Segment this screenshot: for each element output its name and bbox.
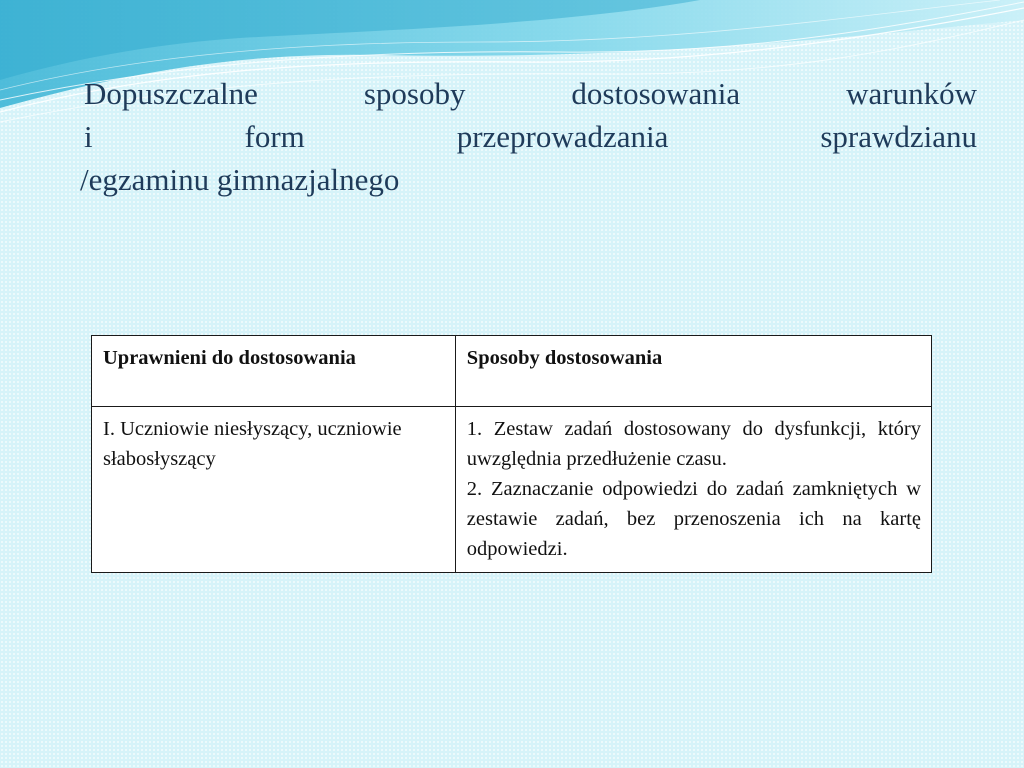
method-item-1: 1. Zestaw zadań dostosowany do dysfunkcji, który uwzględnia przedłużenie czasu. (466, 418, 921, 470)
method-item-2: 2. Zaznaczanie odpowiedzi do zadań zamkniętych w zestawie zadań, bez przenoszenia ich na kartę odpowiedzi. (466, 478, 921, 560)
header-methods: Sposoby dostosowania (455, 336, 931, 407)
title-line-2: i form przeprowadzania sprawdzianu (84, 119, 977, 154)
table-row (92, 407, 932, 573)
cell-entitled: I. Uczniowie niesłyszący, uczniowie słabosłyszący (92, 407, 456, 573)
header-entitled: Uprawnieni do dostosowania (92, 336, 456, 407)
title-line-1: Dopuszczalne sposoby dostosowania warunków (84, 76, 977, 111)
cell-methods (455, 407, 931, 573)
accommodation-table (91, 335, 932, 573)
page-title (80, 72, 977, 201)
table-header-row (92, 336, 932, 407)
title-line-3: /egzaminu gimnazjalnego (80, 162, 400, 197)
